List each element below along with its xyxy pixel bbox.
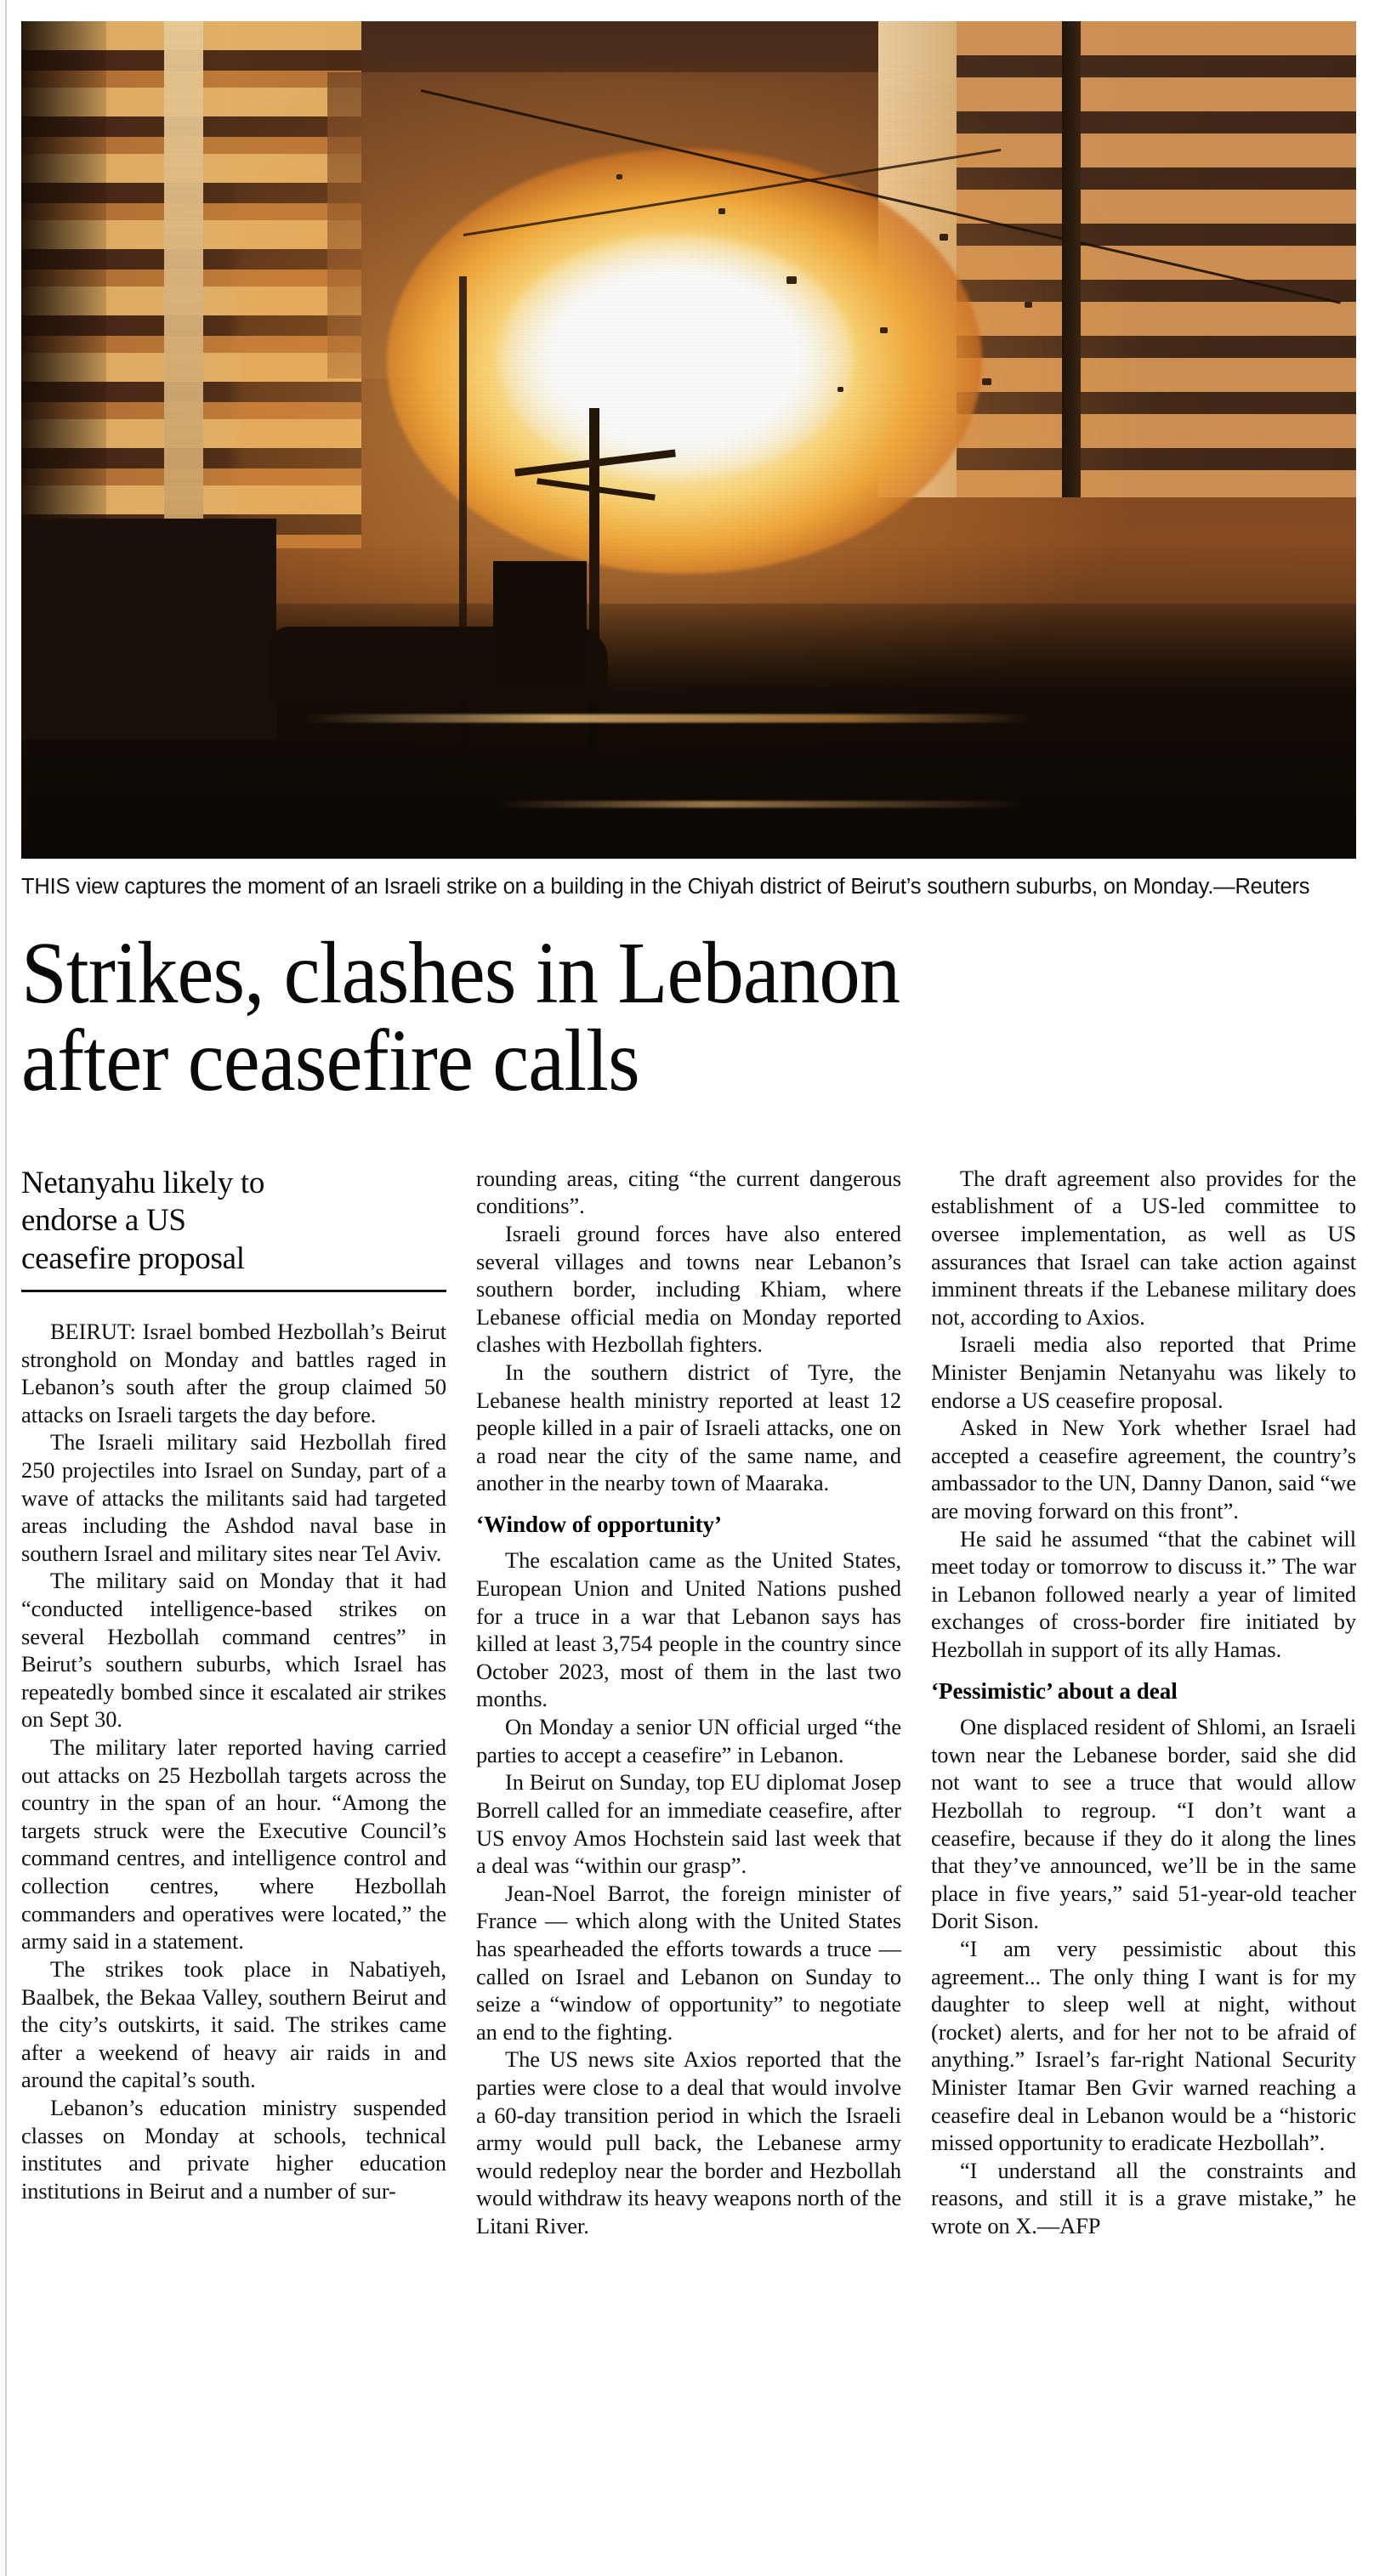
newspaper-page	[21, 21, 1356, 2240]
paragraph: In the southern district of Tyre, the Lebanese health ministry reported at least 12 people killed in a pair of Israeli attacks, one on a road near the city of the same name, and another in the nearby town of Maaraka.	[476, 1359, 901, 1496]
article-subheading	[21, 1165, 446, 1278]
paragraph: The military later reported having carried out attacks on 25 Hezbollah targets across the country in the span of an hour. “Among the targets struck were the Executive Council’s command centres, and intelligence control and collection centres, where Hezbollah commanders and operatives were located,” the army said in a statement.	[21, 1734, 446, 1955]
column-2-body	[476, 1165, 901, 2240]
column-1-body	[21, 1318, 446, 2205]
paragraph: Israeli ground forces have also entered several villages and towns near Lebanon’s southern border, including Khiam, where Lebanese official media on Monday reported clashes with Hezbollah fighters.	[476, 1220, 901, 1358]
headline-line-1: Strikes, clashes in Lebanon	[21, 924, 900, 1023]
headline-line-2: after ceasefire calls	[21, 1012, 639, 1110]
article-column-2	[476, 1165, 901, 2240]
photo-halftone-grain	[21, 21, 1356, 859]
news-photo	[21, 21, 1356, 859]
paragraph: Asked in New York whether Israel had accepted a ceasefire agreement, the country’s ambassador to the UN, Danny Danon, said “we are moving forward on this front”.	[931, 1415, 1356, 1524]
subheading-line-2: endorse a US	[21, 1203, 186, 1239]
paragraph: “I understand all the constraints and reasons, and still it is a grave mistake,” he wrote on X.—AFP	[931, 2157, 1356, 2239]
paragraph: He said he assumed “that the cabinet will meet today or tomorrow to discuss it.” The war in Lebanon followed nearly a year of limited exchanges of cross-border fire initiated by Hezbollah in support of its ally Hamas.	[931, 1525, 1356, 1663]
paragraph: One displaced resident of Shlomi, an Israeli town near the Lebanese border, said she did not want to see a truce that would allow Hezbollah to regroup. “I don’t want a ceasefire, because if they do it along the lines that they’ve announced, we’ll be in the same place in five years,” said 51-year-old teacher Dorit Sison.	[931, 1714, 1356, 1934]
paragraph: The draft agreement also provides for the establishment of a US-led committee to oversee implementation, as well as US assurances that Israel can take action against imminent threats if the Lebanese military does not, according to Axios.	[931, 1165, 1356, 1330]
paragraph: The military said on Monday that it had “conducted intelligence-based strikes on several Hezbollah command centres” in Beirut’s southern suburbs, which Israel has repeatedly bombed since it escalated air strikes on Sept 30.	[21, 1568, 446, 1733]
paragraph: The Israeli military said Hezbollah fired 250 projectiles into Israel on Sunday, part of a wave of attacks the militants said had targeted areas including the Ashdod naval base in southern Israel and military sites near Tel Aviv.	[21, 1429, 446, 1566]
article-column-1	[21, 1165, 446, 2240]
paragraph: Jean-Noel Barrot, the foreign minister of France — which along with the United States has spearheaded the efforts towards a truce — called on Israel and Lebanon on Sunday to seize a “window of opportunity” to negotiate an end to the fighting.	[476, 1880, 901, 2045]
crosshead-pessimistic-about-a-deal: ‘Pessimistic’ about a deal	[931, 1677, 1178, 1704]
subheading-line-1: Netanyahu likely to	[21, 1165, 265, 1200]
subheading-rule	[21, 1290, 446, 1292]
page-edge-rule	[5, 0, 7, 2576]
subheading-line-3: ceasefire proposal	[21, 1240, 245, 1276]
crosshead-window-of-opportunity: ‘Window of opportunity’	[476, 1512, 723, 1538]
paragraph: The US news site Axios reported that the parties were close to a deal that would involve a 60-day transition period in which the Israeli army would pull back, the Lebanese army would redeploy near the border and Hezbollah would withdraw its heavy weapons north of the Litani River.	[476, 2046, 901, 2239]
article-column-3	[931, 1165, 1356, 2240]
paragraph: Lebanon’s education ministry suspended classes on Monday at schools, technical institutes and private higher education institutions in Beirut and a number of sur-	[21, 2094, 446, 2204]
paragraph: In Beirut on Sunday, top EU diplomat Josep Borrell called for an immediate ceasefire, after US envoy Amos Hochstein said last week that a deal was “within our grasp”.	[476, 1769, 901, 1879]
paragraph-continuation: rounding areas, citing “the current dangerous conditions”.	[476, 1165, 901, 1219]
paragraph: The escalation came as the United States, European Union and United Nations pushed for a truce in a war that Lebanon says has killed at least 3,754 people in the country since October 2023, most of them in the last two months.	[476, 1547, 901, 1712]
column-3-body	[931, 1165, 1356, 2240]
paragraph: Israeli media also reported that Prime Minister Benjamin Netanyahu was likely to endorse a US ceasefire proposal.	[931, 1331, 1356, 1413]
paragraph: The strikes took place in Nabatiyeh, Baalbek, the Bekaa Valley, southern Beirut and the city’s outskirts, it said. The strikes came after a weekend of heavy air raids in and around the capital’s south.	[21, 1955, 446, 2093]
article-columns	[21, 1165, 1356, 2240]
paragraph: BEIRUT: Israel bombed Hezbollah’s Beirut stronghold on Monday and battles raged in Lebanon’s south after the group claimed 50 attacks on Israeli targets the day before.	[21, 1318, 446, 1427]
paragraph: “I am very pessimistic about this agreement... The only thing I want is for my daughter to sleep well at night, without (rocket) alerts, and for her not to be afraid of anything.” Israel’s far-right National Security Minister Itamar Ben Gvir warned reaching a ceasefire deal in Lebanon would be a “historic missed opportunity to eradicate Hezbollah”.	[931, 1935, 1356, 2156]
page-headline	[21, 924, 1263, 1110]
paragraph: On Monday a senior UN official urged “the parties to accept a ceasefire” in Lebanon.	[476, 1714, 901, 1767]
photo-caption: THIS view captures the moment of an Israeli strike on a building in the Chiyah district of Beirut’s southern suburbs, on Monday.—Reuters	[21, 875, 1310, 899]
